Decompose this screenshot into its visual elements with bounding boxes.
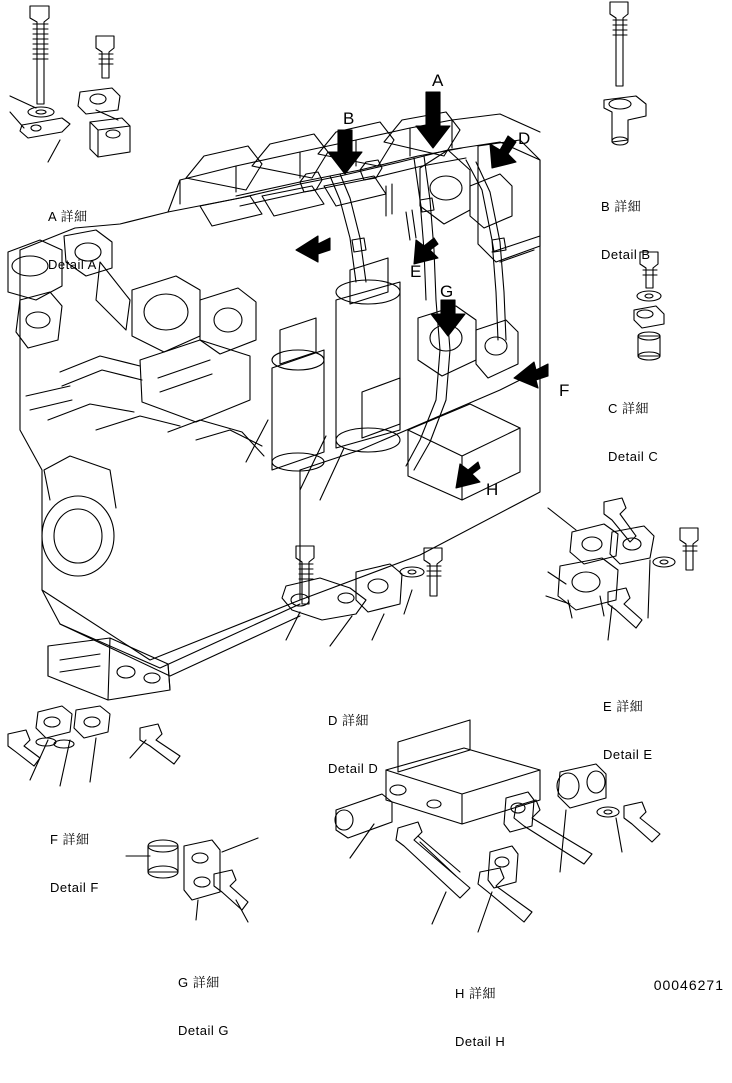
detail-e-parts [546,498,698,640]
detail-d-parts [282,546,442,646]
callout-f: F [559,381,570,400]
detail-label-e-en: Detail E [603,747,653,763]
detail-label-c [608,368,658,498]
detail-label-g-jp: G 詳細 [178,974,220,990]
detail-b-parts [604,2,646,145]
callout-b: B [343,109,355,128]
detail-label-c-en: Detail C [608,449,659,465]
detail-label-h-en: Detail H [455,1034,506,1050]
detail-label-h [455,953,505,1083]
callout-g: G [440,282,454,301]
callout-e: E [410,262,422,281]
callout-d: D [518,129,531,148]
detail-g-parts [126,838,258,922]
detail-label-a-en: Detail A [48,257,97,273]
detail-label-a [48,176,97,306]
detail-label-b-en: Detail B [601,247,651,263]
detail-a-parts [10,6,130,162]
callout-a: A [432,71,444,90]
detail-label-b [601,166,651,296]
detail-label-e-jp: E 詳細 [603,698,644,714]
detail-label-f-jp: F 詳細 [50,831,90,847]
detail-f-parts [8,638,180,786]
detail-label-g [178,942,229,1072]
detail-label-b-jp: B 詳細 [601,198,642,214]
detail-label-h-jp: H 詳細 [455,985,497,1001]
detail-label-d-en: Detail D [328,761,379,777]
detail-label-d-jp: D 詳細 [328,712,370,728]
detail-label-f-en: Detail F [50,880,99,896]
detail-label-e [603,666,653,796]
detail-label-f [50,799,99,929]
drawing-part-number: 00046271 [653,977,724,993]
detail-label-g-en: Detail G [178,1023,229,1039]
detail-label-a-jp: A 詳細 [48,208,88,224]
callout-h: H [486,480,499,499]
detail-label-d [328,680,378,810]
detail-label-c-jp: C 詳細 [608,400,650,416]
